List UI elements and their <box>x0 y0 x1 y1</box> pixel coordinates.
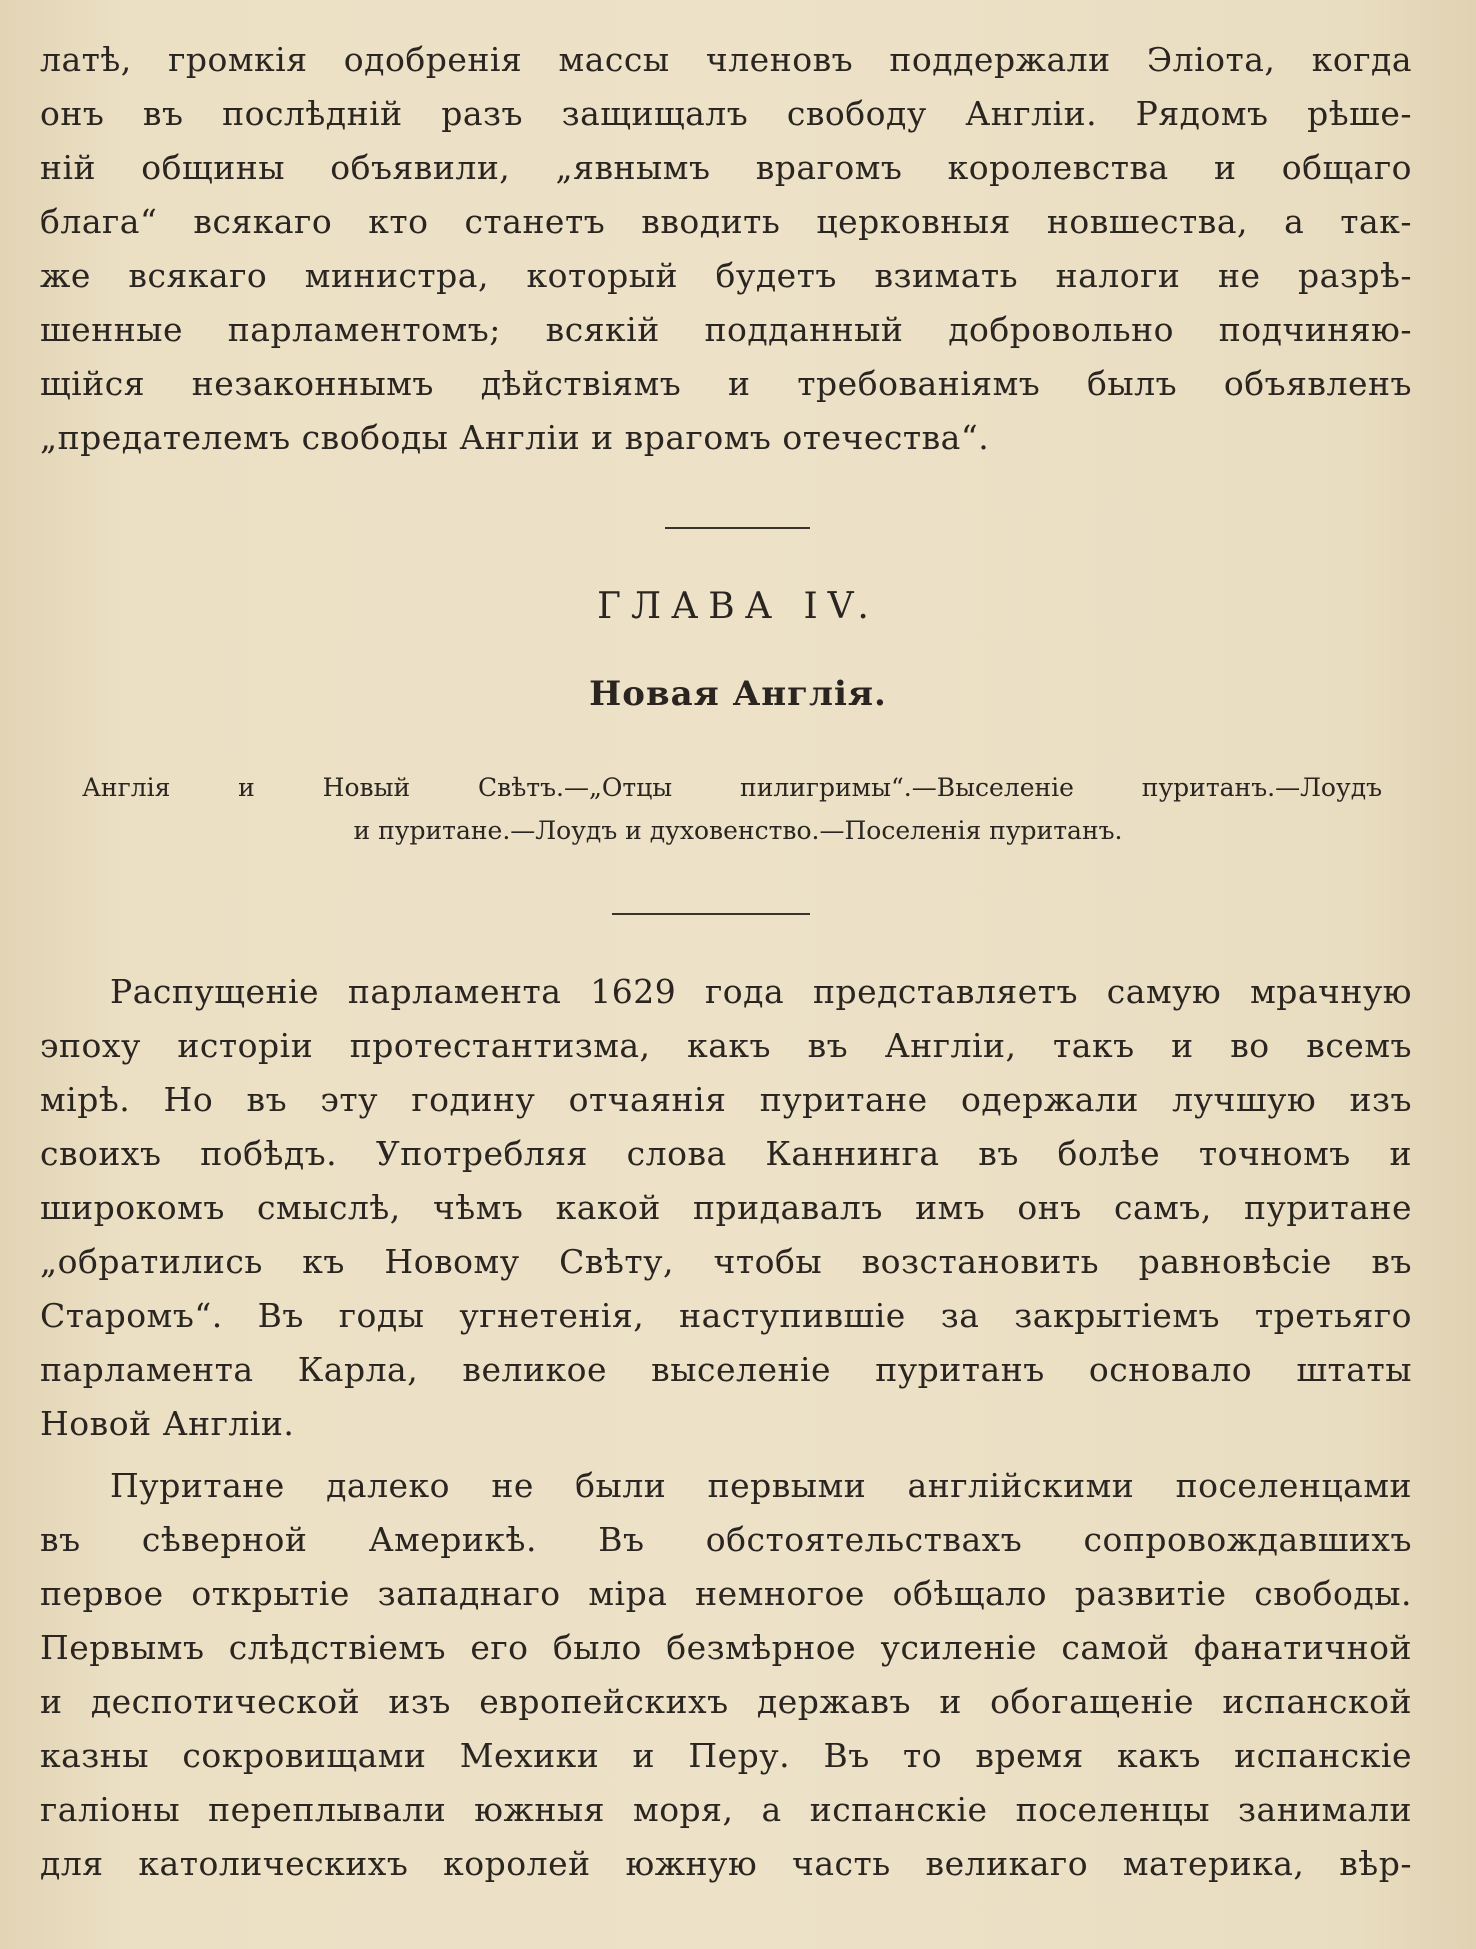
text-line: щійся незаконнымъ дѣйствіямъ и требованіямъ былъ объявленъ <box>40 364 1412 403</box>
chapter-title: Новая Англія. <box>589 674 887 714</box>
text-line: блага“ всякаго кто станетъ вводить церковныя новшества, а так- <box>40 202 1412 241</box>
chapter-heading: ГЛАВА IV. <box>597 586 879 627</box>
text-line: „предателемъ свободы Англіи и врагомъ отечества“. <box>40 418 990 457</box>
text-line: первое открытіе западнаго міра немногое обѣщало развитіе свободы. <box>40 1574 1412 1613</box>
chapter-summary-line: и пуритане.—Лоудъ и духовенство.—Поселенія пуританъ. <box>353 816 1123 845</box>
text-line: своихъ побѣдъ. Употребляя слова Каннинга въ болѣе точномъ и <box>40 1134 1412 1173</box>
text-line: Новой Англіи. <box>40 1404 295 1443</box>
text-line: галіоны переплывали южныя моря, а испанскіе поселенцы занимали <box>40 1790 1412 1829</box>
text-line: ній общины объявили, „явнымъ врагомъ королевства и общаго <box>40 148 1412 187</box>
text-line: Распущеніе парламента 1629 года представляетъ самую мрачную <box>110 972 1412 1011</box>
section-divider <box>612 913 810 915</box>
text-line: парламента Карла, великое выселеніе пуританъ основало штаты <box>40 1350 1412 1389</box>
text-line: „обратились къ Новому Свѣту, чтобы возстановить равновѣсіе въ <box>40 1242 1412 1281</box>
text-line: Старомъ“. Въ годы угнетенія, наступившіе за закрытіемъ третьяго <box>40 1296 1412 1335</box>
text-line: для католическихъ королей южную часть великаго материка, вѣр- <box>40 1844 1412 1883</box>
text-line: же всякаго министра, который будетъ взимать налоги не разрѣ- <box>40 256 1412 295</box>
text-line: латѣ, громкія одобренія массы членовъ поддержали Эліота, когда <box>40 40 1412 79</box>
text-line: въ сѣверной Америкѣ. Въ обстоятельствахъ сопровождавшихъ <box>40 1520 1412 1559</box>
text-line: мірѣ. Но въ эту годину отчаянія пуритане одержали лучшую изъ <box>40 1080 1412 1119</box>
text-line: широкомъ смыслѣ, чѣмъ какой придавалъ имъ онъ самъ, пуритане <box>40 1188 1412 1227</box>
text-line: Первымъ слѣдствіемъ его было безмѣрное усиленіе самой фанатичной <box>40 1628 1412 1667</box>
text-line: и деспотической изъ европейскихъ державъ и обогащеніе испанской <box>40 1682 1412 1721</box>
section-divider <box>665 527 810 529</box>
text-line: казны сокровищами Мехики и Перу. Въ то время какъ испанскіе <box>40 1736 1412 1775</box>
text-line: онъ въ послѣдній разъ защищалъ свободу Англіи. Рядомъ рѣше- <box>40 94 1412 133</box>
text-line: шенные парламентомъ; всякій подданный добровольно подчиняю- <box>40 310 1412 349</box>
text-line: Пуритане далеко не были первыми англійскими поселенцами <box>110 1466 1412 1505</box>
text-line: эпоху исторіи протестантизма, какъ въ Англіи, такъ и во всемъ <box>40 1026 1412 1065</box>
chapter-summary-line: Англія и Новый Свѣтъ.—„Отцы пилигримы“.—Выселеніе пуританъ.—Лоудъ <box>82 773 1382 802</box>
